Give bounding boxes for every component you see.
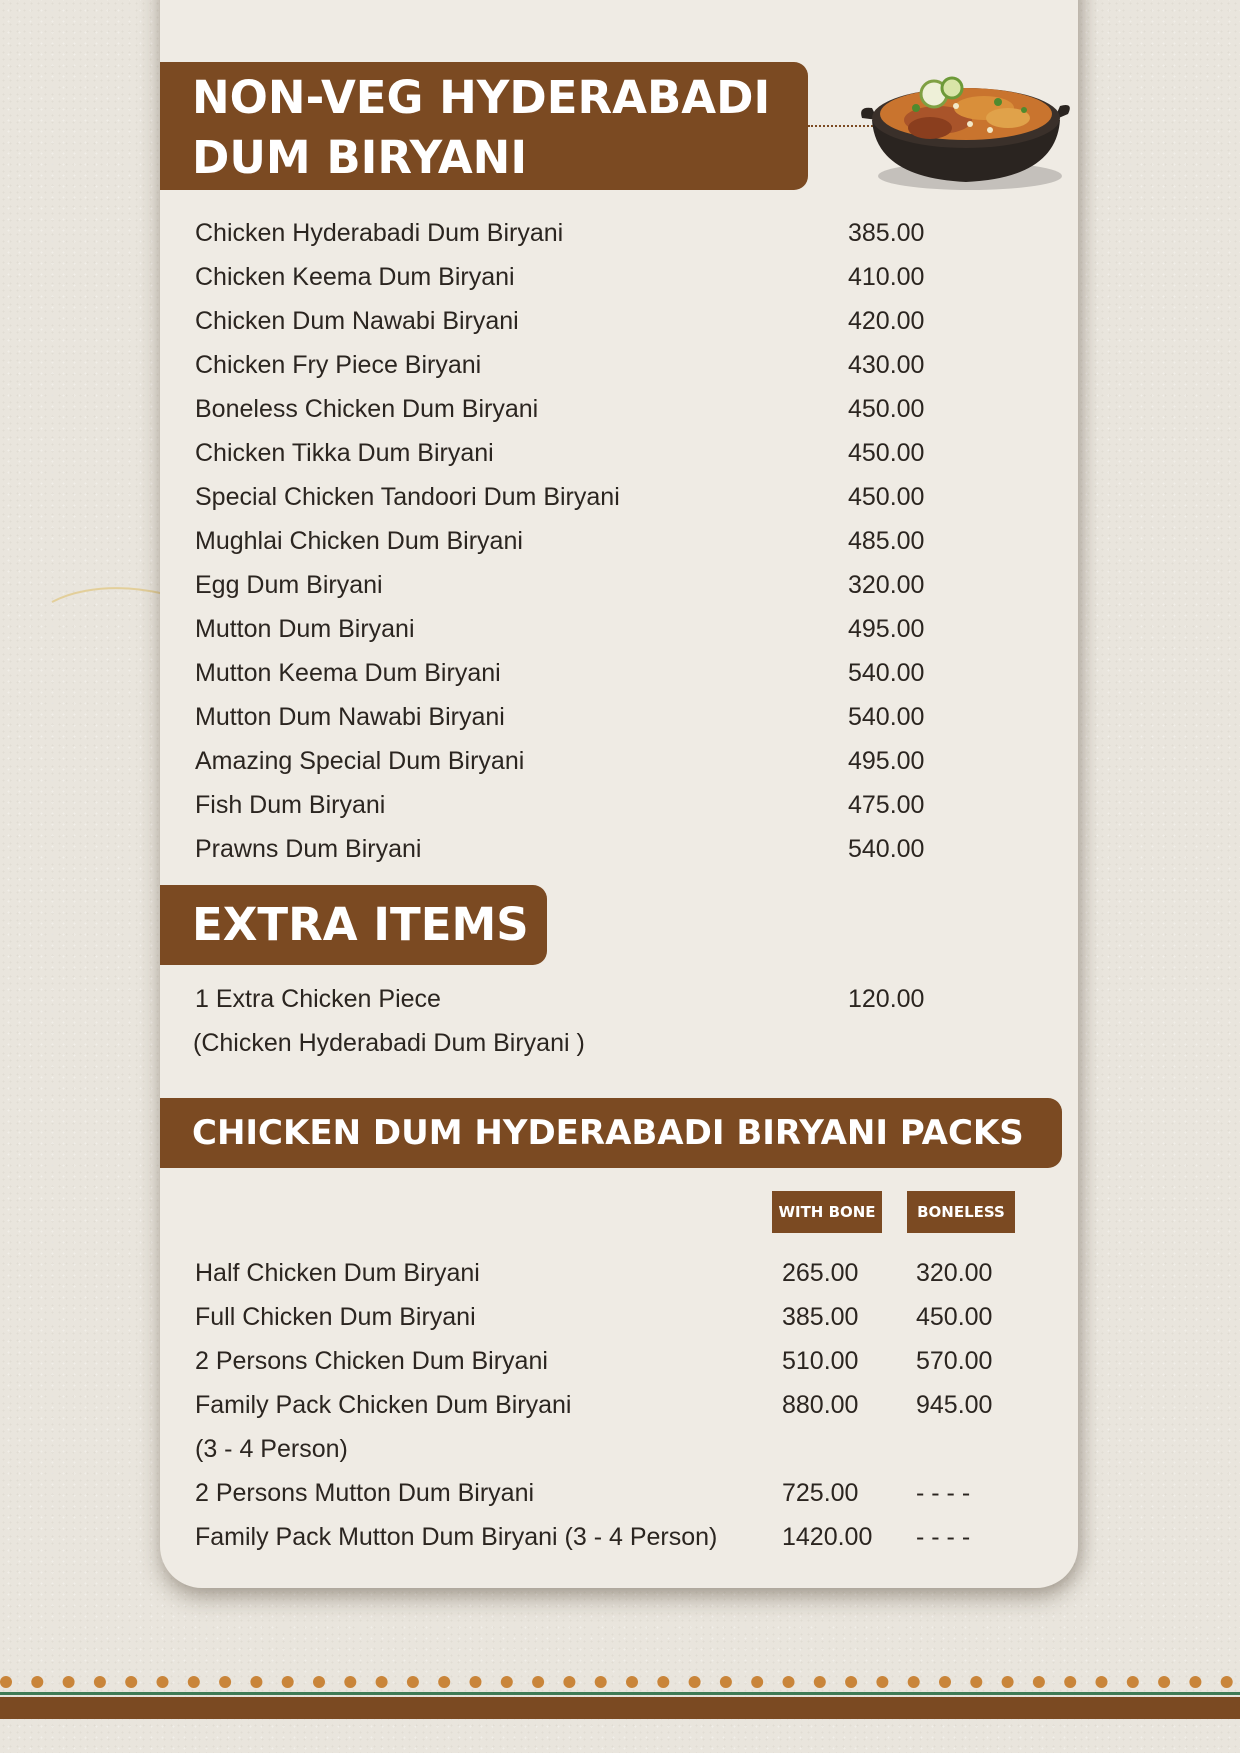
footer-dot	[0, 1676, 12, 1688]
section-title-text: EXTRA ITEMS	[192, 898, 529, 951]
menu-item-price: 120.00	[848, 985, 925, 1013]
footer-dot	[720, 1676, 732, 1688]
menu-item-name: Chicken Dum Nawabi Biryani	[195, 307, 519, 335]
pack-item-name: 2 Persons Mutton Dum Biryani	[195, 1479, 535, 1507]
menu-item-price: 320.00	[848, 571, 925, 599]
footer-dot	[939, 1676, 951, 1688]
pack-price-with-bone: 725.00	[782, 1479, 859, 1507]
menu-item-price: 495.00	[848, 747, 925, 775]
footer-dot	[282, 1676, 294, 1688]
menu-item-price: 540.00	[848, 835, 925, 863]
pack-price-with-bone: 265.00	[782, 1259, 859, 1287]
section-title-non-veg	[160, 62, 808, 190]
section-title-line2: DUM BIRYANI	[192, 131, 528, 184]
menu-item-name: Amazing Special Dum Biryani	[195, 747, 525, 775]
menu-item-name: Mutton Keema Dum Biryani	[195, 659, 501, 687]
footer-dot	[689, 1676, 701, 1688]
menu-item-price: 410.00	[848, 263, 925, 291]
footer-dot	[1033, 1676, 1045, 1688]
footer-green-line	[0, 1692, 1240, 1695]
footer-dot	[94, 1676, 106, 1688]
footer-dot	[31, 1676, 43, 1688]
footer-dot	[125, 1676, 137, 1688]
menu-item-price: 485.00	[848, 527, 925, 555]
footer-dot	[219, 1676, 231, 1688]
footer-dot	[1127, 1676, 1139, 1688]
menu-item-price: 450.00	[848, 439, 925, 467]
column-header-with-bone: WITH BONE	[772, 1191, 882, 1233]
footer-dot	[188, 1676, 200, 1688]
footer-dot	[657, 1676, 669, 1688]
pack-item-name: Full Chicken Dum Biryani	[195, 1303, 476, 1331]
menu-item-price: 475.00	[848, 791, 925, 819]
footer-dot	[250, 1676, 262, 1688]
menu-item-name: Fish Dum Biryani	[195, 791, 386, 819]
pack-price-boneless: - - - -	[916, 1479, 971, 1507]
section-title-packs	[160, 1098, 1062, 1168]
menu-item-name: Prawns Dum Biryani	[195, 835, 422, 863]
menu-item-price: 450.00	[848, 483, 925, 511]
pack-price-boneless: - - - -	[916, 1523, 971, 1551]
pack-item-name: 2 Persons Chicken Dum Biryani	[195, 1347, 548, 1375]
pack-price-boneless: 320.00	[916, 1259, 993, 1287]
footer-dot	[1064, 1676, 1076, 1688]
menu-item-price: 450.00	[848, 395, 925, 423]
footer-dot	[532, 1676, 544, 1688]
footer-dot-border	[0, 1671, 1240, 1693]
menu-item-price: 540.00	[848, 703, 925, 731]
footer-dot	[626, 1676, 638, 1688]
pack-price-boneless: 570.00	[916, 1347, 993, 1375]
menu-item-name: Special Chicken Tandoori Dum Biryani	[195, 483, 620, 511]
pack-price-with-bone: 510.00	[782, 1347, 859, 1375]
footer-dot	[595, 1676, 607, 1688]
pack-price-boneless: 450.00	[916, 1303, 993, 1331]
menu-item-name: Mughlai Chicken Dum Biryani	[195, 527, 523, 555]
footer-dot	[1158, 1676, 1170, 1688]
menu-item-name: Chicken Fry Piece Biryani	[195, 351, 482, 379]
footer-dot	[470, 1676, 482, 1688]
pack-price-with-bone: 880.00	[782, 1391, 859, 1419]
menu-item-name: Chicken Tikka Dum Biryani	[195, 439, 494, 467]
menu-item-name: Mutton Dum Biryani	[195, 615, 415, 643]
biryani-bowl-image	[858, 58, 1072, 193]
footer-dot	[563, 1676, 575, 1688]
footer-dot	[970, 1676, 982, 1688]
menu-item-name: Boneless Chicken Dum Biryani	[195, 395, 539, 423]
menu-item-price: 430.00	[848, 351, 925, 379]
menu-item-price: 420.00	[848, 307, 925, 335]
footer-dot	[1189, 1676, 1201, 1688]
column-header-boneless: BONELESS	[907, 1191, 1015, 1233]
menu-item-price: 495.00	[848, 615, 925, 643]
footer-dot	[63, 1676, 75, 1688]
footer-brown-bar	[0, 1697, 1240, 1719]
section-title-text: CHICKEN DUM HYDERABADI BIRYANI PACKS	[192, 1113, 1024, 1153]
menu-item-name: Chicken Hyderabadi Dum Biryani	[195, 219, 564, 247]
footer-dot	[344, 1676, 356, 1688]
pack-item-name: Half Chicken Dum Biryani	[195, 1259, 480, 1287]
footer-dot	[501, 1676, 513, 1688]
footer-dot	[814, 1676, 826, 1688]
section-title-extra-items	[160, 885, 547, 965]
pack-price-with-bone: 1420.00	[782, 1523, 873, 1551]
footer-dot	[313, 1676, 325, 1688]
menu-item-name: Egg Dum Biryani	[195, 571, 383, 599]
footer-dot	[438, 1676, 450, 1688]
menu-item-price: 540.00	[848, 659, 925, 687]
pack-item-name: (3 - 4 Person)	[195, 1435, 348, 1463]
footer-dot	[376, 1676, 388, 1688]
footer-dot	[783, 1676, 795, 1688]
footer-dot	[845, 1676, 857, 1688]
section-title-line1: NON-VEG HYDERABADI	[192, 71, 771, 124]
pack-item-name: Family Pack Mutton Dum Biryani (3 - 4 Person)	[195, 1523, 718, 1551]
footer-dot	[1096, 1676, 1108, 1688]
footer-dot	[407, 1676, 419, 1688]
pack-price-boneless: 945.00	[916, 1391, 993, 1419]
footer-dot	[1221, 1676, 1233, 1688]
menu-item-name: Chicken Keema Dum Biryani	[195, 263, 515, 291]
footer-dot	[876, 1676, 888, 1688]
pack-item-name: Family Pack Chicken Dum Biryani	[195, 1391, 572, 1419]
footer-dot	[157, 1676, 169, 1688]
menu-item-note: (Chicken Hyderabadi Dum Biryani )	[193, 1029, 585, 1057]
menu-item-price: 385.00	[848, 219, 925, 247]
pack-price-with-bone: 385.00	[782, 1303, 859, 1331]
menu-item-name: 1 Extra Chicken Piece	[195, 985, 441, 1013]
footer-dot	[1002, 1676, 1014, 1688]
footer-dot	[908, 1676, 920, 1688]
footer-dot	[751, 1676, 763, 1688]
menu-item-name: Mutton Dum Nawabi Biryani	[195, 703, 505, 731]
